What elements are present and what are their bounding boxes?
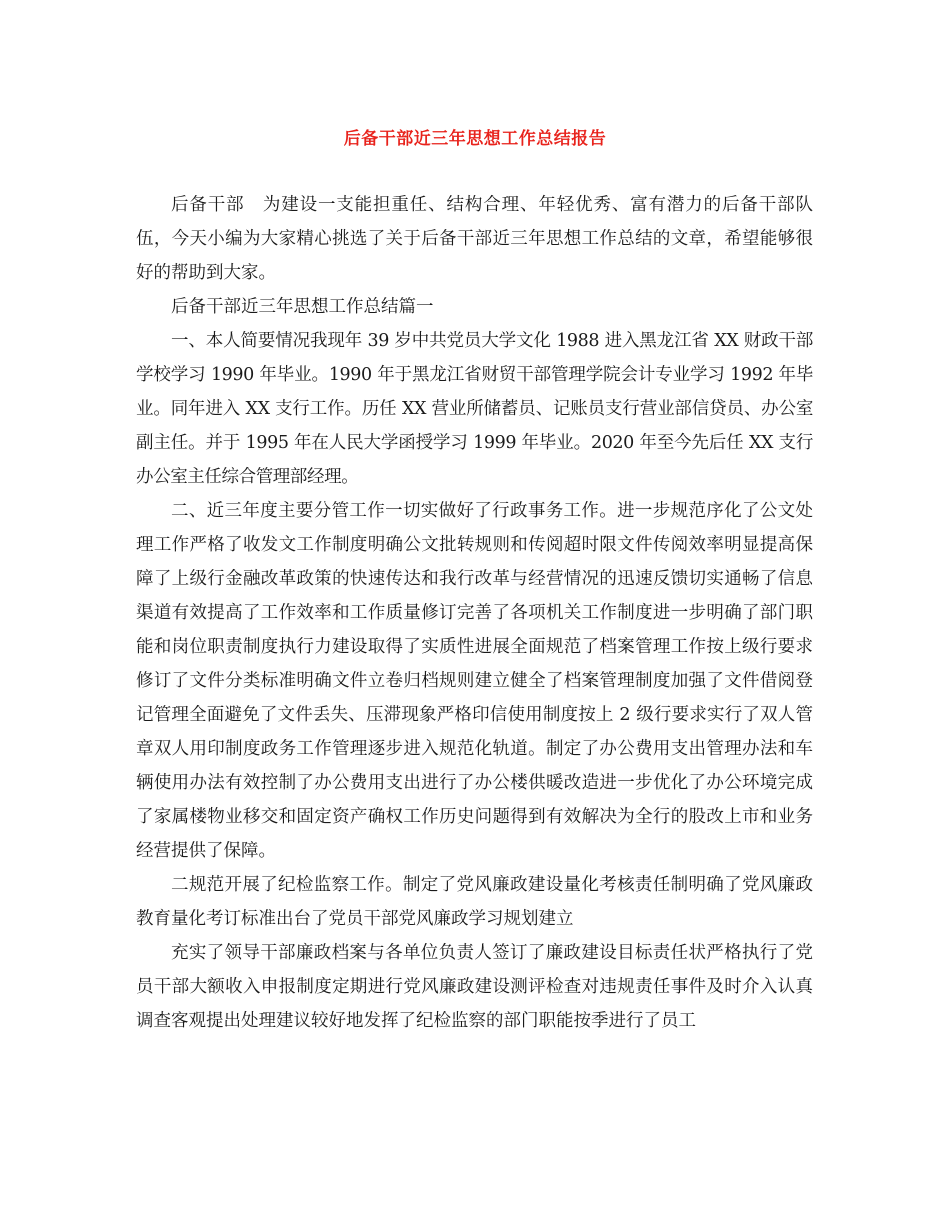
- document-title: 后备干部近三年思想工作总结报告: [343, 129, 607, 149]
- work-summary-paragraph: 二、近三年度主要分管工作一切实做好了行政事务工作。进一步规范序化了公文处理工作严格了收发文工作制度明确公文批转规则和传阅超时限文件传阅效率明显提高保障了上级行金融改革政策的快速传达和我行改革与经营情况的迅速反馈切实通畅了信息渠道有效提高了工作效率和工作质量修订完善了各项机关工作制度进一步明确了部门职能和岗位职责制度执行力建设取得了实质性进展全面规范了档案管理工作按上级行要求修订了文件分类标准明确文件立卷归档规则建立健全了档案管理制度加强了文件借阅登记管理全面避免了文件丢失、压滞现象严格印信使用制度按上 2 级行要求实行了双人管章双人用印制度政务工作管理逐步进入规范化轨道。制定了办公费用支出管理办法和车辆使用办法有效控制了办公费用支出进行了办公楼供暖改造进一步优化了办公环境完成了家属楼物业移交和固定资产确权工作历史问题得到有效解决为全行的股改上市和业务经营提供了保障。: [136, 501, 813, 861]
- intro-paragraph: 后备干部 为建设一支能担重任、结构合理、年轻优秀、富有潜力的后备干部队伍，今天小编为大家精心挑选了关于后备干部近三年思想工作总结的文章，希望能够很好的帮助到大家。: [136, 195, 813, 283]
- personal-info-paragraph: 一、本人简要情况我现年 39 岁中共党员大学文化 1988 进入黑龙江省 XX 财政干部学校学习 1990 年毕业。1990 年于黑龙江省财贸干部管理学院会计专业学习 1992 年毕业。同年进入 XX 支行工作。历任 XX 营业所储蓄员、记账员支行营业部信贷员、办公室副主任。并于 1995 年在人民大学函授学习 1999 年毕业。2020 年至今先后任 XX 支行办公室主任综合管理部经理。: [136, 331, 813, 487]
- integrity-paragraph: 充实了领导干部廉政档案与各单位负责人签订了廉政建设目标责任状严格执行了党员干部大额收入申报制度定期进行党风廉政建设测评检查对违规责任事件及时介入认真调查客观提出处理建议较好地发挥了纪检监察的部门职能按季进行了员工: [136, 943, 813, 1031]
- discipline-paragraph: 二规范开展了纪检监察工作。制定了党风廉政建设量化考核责任制明确了党风廉政教育量化考订标准出台了党员干部党风廉政学习规划建立: [136, 875, 813, 929]
- document-body: [136, 188, 813, 1038]
- section-heading: 后备干部近三年思想工作总结篇一: [171, 297, 434, 317]
